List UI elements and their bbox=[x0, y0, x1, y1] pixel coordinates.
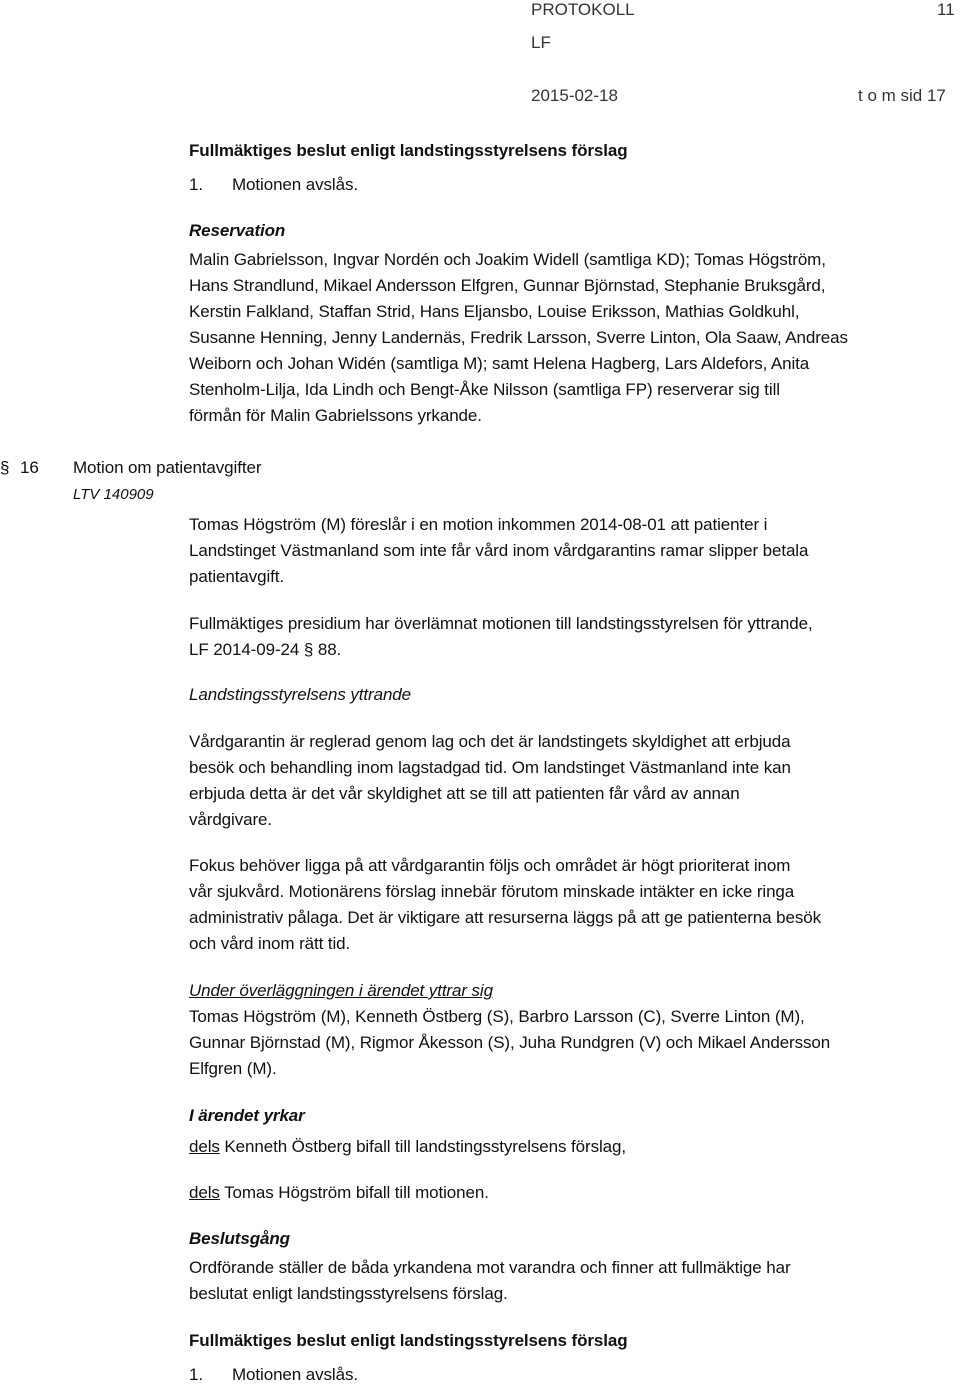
statement-line: vårdgivare. bbox=[189, 810, 272, 829]
org-label: LF bbox=[531, 33, 551, 52]
debate-line: Elfgren (M). bbox=[189, 1059, 277, 1078]
reservation-line: Kerstin Falkland, Staffan Strid, Hans Eljansbo, Louise Eriksson, Mathias Goldkuhl, bbox=[189, 302, 800, 321]
motion-item-text: Tomas Högström bifall till motionen. bbox=[219, 1183, 489, 1202]
reservation-line: förmån för Malin Gabrielssons yrkande. bbox=[189, 406, 482, 425]
statement-paragraph-1 bbox=[189, 729, 949, 833]
presidium-section-symbol: § bbox=[303, 640, 314, 659]
intro-line: Tomas Högström (M) föreslår i en motion inkommen 2014-08-01 att patienter i bbox=[189, 515, 768, 534]
procedure-line: Ordförande ställer de båda yrkandena mot varandra och finner att fullmäktige har bbox=[189, 1258, 791, 1277]
statement-line: och vård inom rätt tid. bbox=[189, 934, 351, 953]
reservation-heading: Reservation bbox=[189, 221, 286, 240]
procedure-text bbox=[189, 1255, 949, 1307]
document-date: 2015-02-18 bbox=[531, 86, 618, 105]
reservation-text bbox=[189, 247, 949, 429]
reservation-line: Weiborn och Johan Widén (samtliga M); samt Helena Hagberg, Lars Aldefors, Anita bbox=[189, 354, 810, 373]
reservation-line: Malin Gabrielsson, Ingvar Nordén och Joakim Widell (samtliga KD); Tomas Högström, bbox=[189, 250, 826, 269]
motion-item bbox=[189, 1134, 626, 1160]
statement-line: vår sjukvård. Motionärens förslag innebär förutom minskade intäkter en icke ringa bbox=[189, 882, 795, 901]
section-title: Motion om patientavgifter bbox=[73, 458, 262, 477]
decision-heading: Fullmäktiges beslut enligt landstingsstyrelsens förslag bbox=[189, 1331, 628, 1350]
decision-item-text: Motionen avslås. bbox=[232, 1365, 358, 1384]
statement-paragraph-2 bbox=[189, 853, 949, 957]
reservation-line: Stenholm-Lilja, Ida Lindh och Bengt-Åke Nilsson (samtliga FP) reserverar sig till bbox=[189, 380, 780, 399]
prev-decision-item-text: Motionen avslås. bbox=[232, 175, 358, 194]
procedure-line: beslutat enligt landstingsstyrelsens förslag. bbox=[189, 1284, 508, 1303]
presidium-line-2 bbox=[189, 637, 949, 663]
intro-paragraph bbox=[189, 512, 949, 590]
debate-heading: Under överläggningen i ärendet yttrar sig bbox=[189, 981, 493, 1000]
motion-item-prefix: dels bbox=[189, 1137, 220, 1156]
motion-item-text: Kenneth Östberg bifall till landstingsstyrelsens förslag, bbox=[219, 1137, 626, 1156]
motions-heading: I ärendet yrkar bbox=[189, 1106, 305, 1125]
statement-line: erbjuda detta är det vår skyldighet att se till att patienten får vård av annan bbox=[189, 784, 740, 803]
page-number: 11 bbox=[937, 0, 955, 19]
debate-speakers bbox=[189, 1004, 949, 1082]
procedure-heading: Beslutsgång bbox=[189, 1229, 290, 1248]
statement-line: Fokus behöver ligga på att vårdgarantin följs och området är högt prioriterat inom bbox=[189, 856, 791, 875]
page-range: t o m sid 17 bbox=[858, 86, 946, 105]
reservation-line: Susanne Henning, Jenny Landernäs, Fredrik Larsson, Sverre Linton, Ola Saaw, Andreas bbox=[189, 328, 848, 347]
section-symbol: § bbox=[0, 458, 10, 477]
motion-item bbox=[189, 1180, 489, 1206]
intro-line: patientavgift. bbox=[189, 567, 284, 586]
intro-line: Landstinget Västmanland som inte får vård inom vårdgarantins ramar slipper betala bbox=[189, 541, 809, 560]
doc-type-label: PROTOKOLL bbox=[531, 0, 635, 19]
statement-line: administrativ pålaga. Det är viktigare att resurserna läggs på att ge patienterna besök bbox=[189, 908, 821, 927]
section-reference: LTV 140909 bbox=[73, 486, 154, 503]
section-number: 16 bbox=[20, 458, 39, 477]
debate-line: Tomas Högström (M), Kenneth Östberg (S), Barbro Larsson (C), Sverre Linton (M), bbox=[189, 1007, 805, 1026]
prev-decision-item-number: 1. bbox=[189, 175, 203, 194]
prev-decision-heading: Fullmäktiges beslut enligt landstingsstyrelsens förslag bbox=[189, 141, 628, 160]
presidium-paragraph bbox=[189, 611, 949, 663]
debate-line: Gunnar Björnstad (M), Rigmor Åkesson (S), Juha Rundgren (V) och Mikael Andersson bbox=[189, 1033, 831, 1052]
decision-item-number: 1. bbox=[189, 1365, 203, 1384]
statement-heading: Landstingsstyrelsens yttrande bbox=[189, 685, 412, 704]
motion-item-prefix: dels bbox=[189, 1183, 220, 1202]
reservation-line: Hans Strandlund, Mikael Andersson Elfgren, Gunnar Björnstad, Stephanie Bruksgård, bbox=[189, 276, 826, 295]
presidium-reference: LF 2014-09-24 bbox=[189, 640, 300, 659]
statement-line: Vårdgarantin är reglerad genom lag och det är landstingets skyldighet att erbjuda bbox=[189, 732, 791, 751]
presidium-section-number: 88. bbox=[317, 640, 342, 659]
presidium-line: Fullmäktiges presidium har överlämnat motionen till landstingsstyrelsen för yttrande, bbox=[189, 614, 813, 633]
statement-line: besök och behandling inom lagstadgad tid. Om landstinget Västmanland inte kan bbox=[189, 758, 791, 777]
